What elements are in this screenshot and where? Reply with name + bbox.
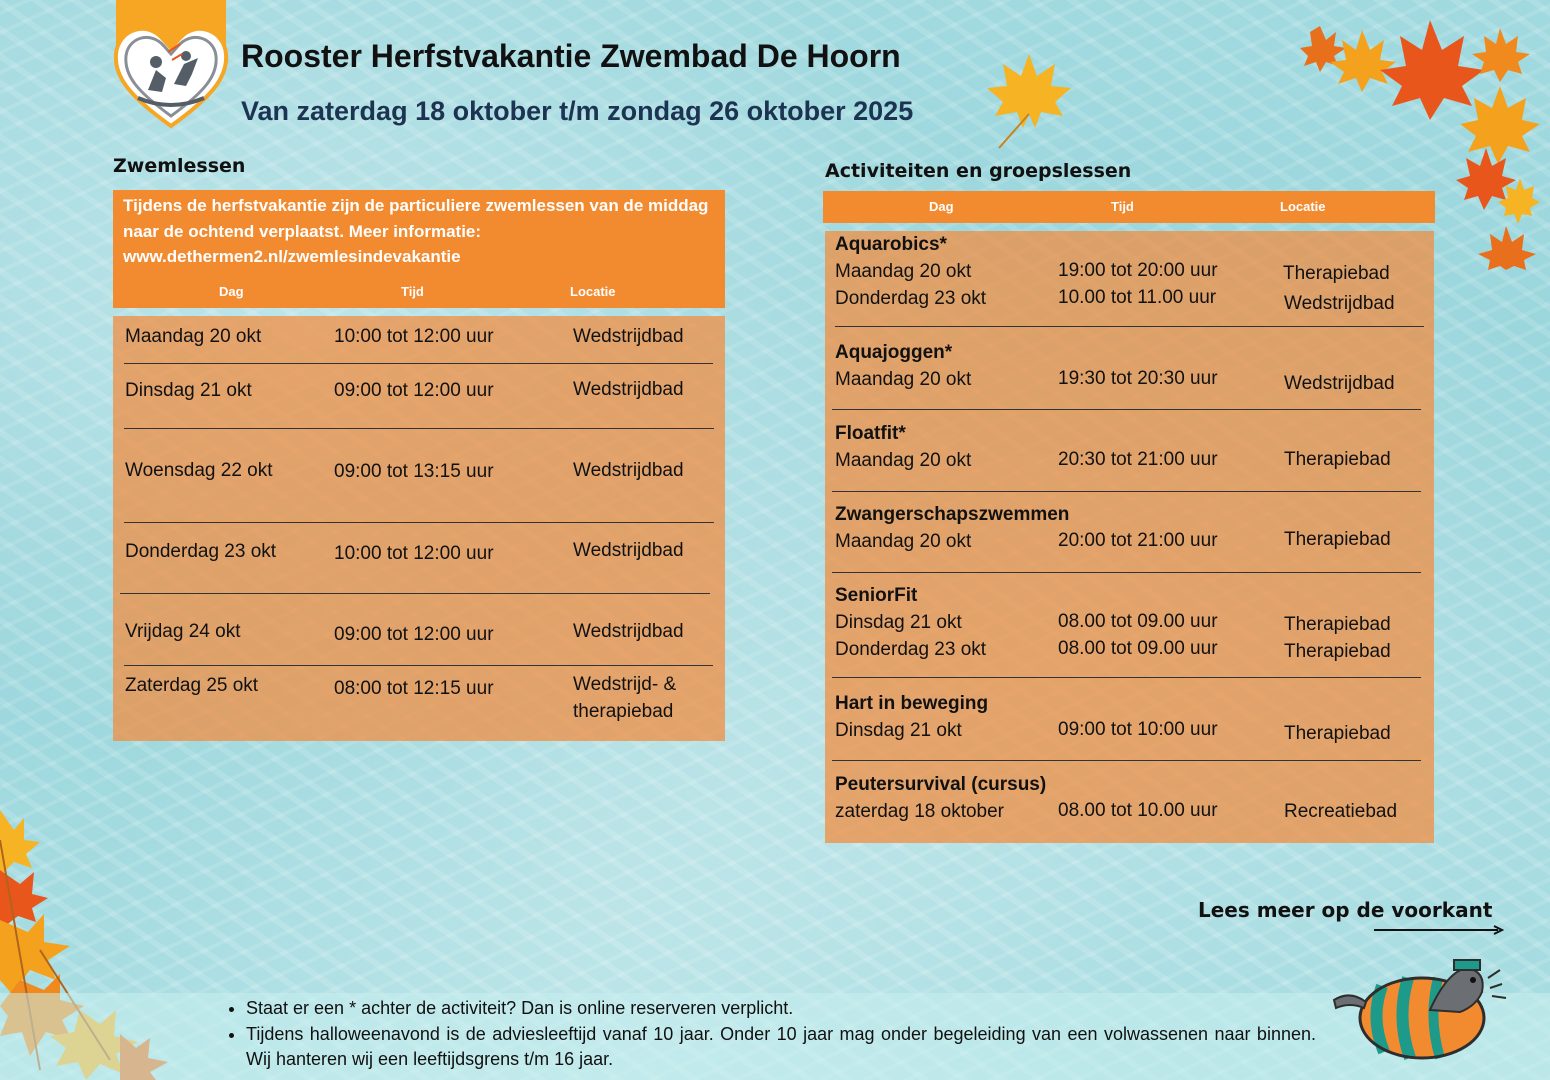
activity-day: Maandag 20 okt <box>835 531 972 552</box>
swim-row-5-time: 09:00 tot 12:00 uur <box>334 624 494 645</box>
swim-row-2-loc: Wedstrijdbad <box>573 379 684 400</box>
activity-time: 19:00 tot 20:00 uur <box>1058 260 1218 281</box>
activity-day: Maandag 20 okt <box>835 450 972 471</box>
activity-name: Aquajoggen* <box>835 342 953 363</box>
activity-time: 19:30 tot 20:30 uur <box>1058 368 1218 389</box>
activity-name: Zwangerschapszwemmen <box>835 504 1070 525</box>
divider <box>832 760 1421 761</box>
swim-info-text: Tijdens de herfstvakantie zijn de particuliere zwemlessen van de middag naar de ochtend verplaatst. Meer informatie: www.dethermen2.nl/zwemlesindevakantie <box>123 196 709 266</box>
swim-row-6-time: 08:00 tot 12:15 uur <box>334 678 494 699</box>
activity-name: Aquarobics* <box>835 234 947 255</box>
swim-section-heading: Zwemlessen <box>113 155 246 177</box>
activity-loc: Wedstrijdbad <box>1284 373 1395 394</box>
divider <box>832 409 1421 410</box>
activities-section-heading: Activiteiten en groepslessen <box>825 160 1132 182</box>
swim-row-4-day: Donderdag 23 okt <box>125 541 277 562</box>
read-more-link[interactable]: Lees meer op de voorkant <box>1198 898 1493 922</box>
swim-row-3-time: 09:00 tot 13:15 uur <box>334 461 494 482</box>
divider <box>124 522 714 523</box>
divider <box>832 572 1421 573</box>
divider <box>120 593 710 594</box>
activity-loc: Therapiebad <box>1284 614 1391 635</box>
act-col-dag: Dag <box>929 199 954 214</box>
activity-name: Floatfit* <box>835 423 906 444</box>
seal-mascot-icon <box>1330 950 1515 1062</box>
swim-row-1-loc: Wedstrijdbad <box>573 326 684 347</box>
swim-row-3-day: Woensdag 22 okt <box>125 460 273 481</box>
activity-time: 10.00 tot 11.00 uur <box>1058 287 1217 308</box>
swim-row-1-time: 10:00 tot 12:00 uur <box>334 326 494 347</box>
activity-loc: Therapiebad <box>1284 529 1391 550</box>
divider <box>835 326 1424 327</box>
activity-day: zaterdag 18 oktober <box>835 801 1005 822</box>
activity-loc: Recreatiebad <box>1284 801 1398 822</box>
activity-time: 08.00 tot 09.00 uur <box>1058 611 1218 632</box>
activity-time: 08.00 tot 09.00 uur <box>1058 638 1218 659</box>
swim-row-6-loc2: therapiebad <box>573 701 674 722</box>
divider <box>124 363 713 364</box>
page-subtitle: Van zaterdag 18 oktober t/m zondag 26 oktober 2025 <box>241 96 914 126</box>
activity-name: Hart in beweging <box>835 693 989 714</box>
arrow-right-icon <box>1372 924 1504 936</box>
swim-row-4-loc: Wedstrijdbad <box>573 540 684 561</box>
activity-time: 20:30 tot 21:00 uur <box>1058 449 1218 470</box>
activity-name: Peutersurvival (cursus) <box>835 774 1047 795</box>
swim-row-5-loc: Wedstrijdbad <box>573 621 684 642</box>
divider <box>832 677 1421 678</box>
activity-loc: Therapiebad <box>1284 641 1391 662</box>
activity-day: Dinsdag 21 okt <box>835 612 962 633</box>
swim-row-2-day: Dinsdag 21 okt <box>125 380 252 401</box>
swim-row-5-day: Vrijdag 24 okt <box>125 621 241 642</box>
activity-time: 08.00 tot 10.00 uur <box>1058 800 1218 821</box>
swim-row-6-loc: Wedstrijd- & <box>573 674 677 695</box>
note-item: • Tijdens halloweenavond is de adviesleeftijd vanaf 10 jaar. Onder 10 jaar mag onder begeleiding van een volwassenen naar binnen. Wij hanteren wij een leeftijdsgrens t/m 16 jaar. <box>246 1022 1316 1073</box>
swim-col-dag: Dag <box>219 284 244 299</box>
activity-time: 20:00 tot 21:00 uur <box>1058 530 1218 551</box>
divider <box>124 428 714 429</box>
swim-row-2-time: 09:00 tot 12:00 uur <box>334 380 494 401</box>
activity-day: Dinsdag 21 okt <box>835 720 962 741</box>
activity-day: Donderdag 23 okt <box>835 288 987 309</box>
logo-heart-icon <box>112 18 230 133</box>
divider <box>832 491 1421 492</box>
swim-row-4-time: 10:00 tot 12:00 uur <box>334 543 494 564</box>
swim-row-3-loc: Wedstrijdbad <box>573 460 684 481</box>
swim-row-6-day: Zaterdag 25 okt <box>125 675 259 696</box>
divider <box>124 665 713 666</box>
activity-loc: Therapiebad <box>1284 449 1391 470</box>
swim-col-tijd: Tijd <box>401 284 424 299</box>
activity-loc: Therapiebad <box>1284 723 1391 744</box>
activity-day: Maandag 20 okt <box>835 369 972 390</box>
act-col-tijd: Tijd <box>1111 199 1134 214</box>
maple-leaf-icon <box>985 50 1073 150</box>
activity-day: Donderdag 23 okt <box>835 639 987 660</box>
activity-loc: Wedstrijdbad <box>1284 293 1395 314</box>
notes-list <box>226 996 1316 1073</box>
page-title: Rooster Herfstvakantie Zwembad De Hoorn <box>241 38 901 74</box>
act-col-locatie: Locatie <box>1280 199 1326 214</box>
activity-time: 09:00 tot 10:00 uur <box>1058 719 1218 740</box>
note-item: • Staat er een * achter de activiteit? Dan is online reserveren verplicht. <box>246 996 1316 1022</box>
activity-name: SeniorFit <box>835 585 918 606</box>
swim-row-1-day: Maandag 20 okt <box>125 326 262 347</box>
swim-col-locatie: Locatie <box>570 284 616 299</box>
activity-loc: Therapiebad <box>1283 263 1390 284</box>
activity-day: Maandag 20 okt <box>835 261 972 282</box>
